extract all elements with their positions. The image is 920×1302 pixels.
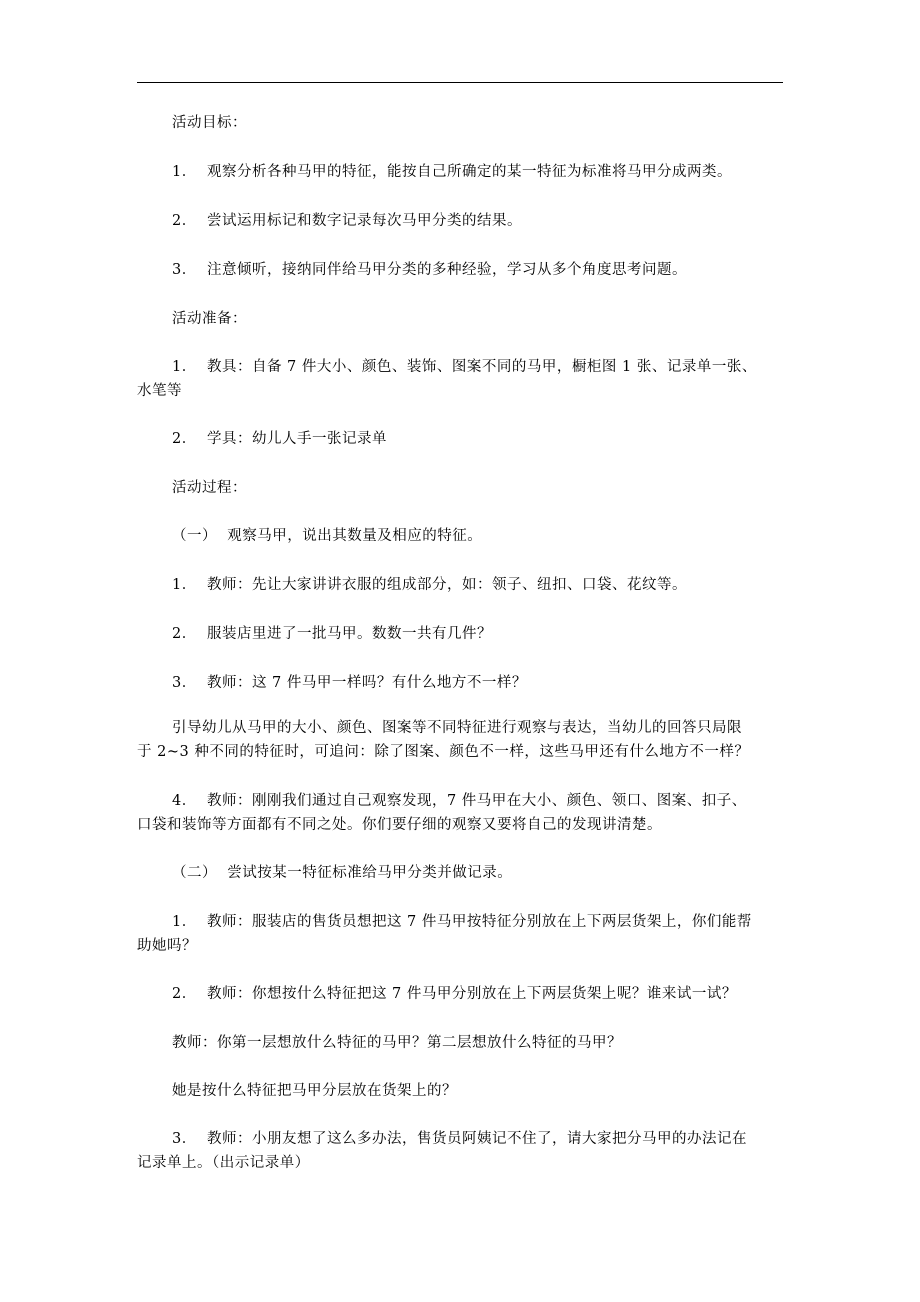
section-1-item-4-continued: 口袋和装饰等方面都有不同之处。你们要仔细的观察又要将自己的发现讲清楚。 bbox=[137, 817, 662, 833]
section-2-question-2: 她是按什么特征把马甲分层放在货架上的？ bbox=[172, 1083, 457, 1099]
goal-item-3: 3． 注意倾听，接纳同伴给马甲分类的多种经验，学习从多个角度思考问题。 bbox=[172, 262, 687, 278]
section-2-item-3: 3． 教师：小朋友想了这么多办法，售货员阿姨记不住了，请大家把分马甲的办法记在 bbox=[172, 1131, 747, 1147]
section-1-item-3: 3． 教师：这 7 件马甲一样吗？有什么地方不一样？ bbox=[172, 675, 527, 691]
guidance-paragraph: 引导幼儿从马甲的大小、颜色、图案等不同特征进行观察与表达，当幼儿的回答只局限 bbox=[172, 720, 742, 736]
section-1-item-4: 4． 教师：刚刚我们通过自己观察发现，7 件马甲在大小、颜色、领口、图案、扣子、 bbox=[172, 793, 747, 809]
section-1-item-1: 1． 教师：先让大家讲讲衣服的组成部分，如：领子、纽扣、口袋、花纹等。 bbox=[172, 577, 687, 593]
prep-item-2: 2． 学具：幼儿人手一张记录单 bbox=[172, 431, 387, 447]
goal-item-2: 2． 尝试运用标记和数字记录每次马甲分类的结果。 bbox=[172, 213, 522, 229]
section-2-item-2: 2． 教师：你想按什么特征把这 7 件马甲分别放在上下两层货架上呢？谁来试一试？ bbox=[172, 986, 737, 1002]
section-1-item-2: 2． 服装店里进了一批马甲。数数一共有几件？ bbox=[172, 626, 492, 642]
heading-activity-preparation: 活动准备： bbox=[172, 311, 247, 327]
prep-item-1-continued: 水笔等 bbox=[137, 383, 182, 399]
section-2-question-1: 教师：你第一层想放什么特征的马甲？第二层想放什么特征的马甲？ bbox=[172, 1035, 622, 1051]
heading-activity-goals: 活动目标： bbox=[172, 115, 247, 131]
section-2-item-1: 1． 教师：服装店的售货员想把这 7 件马甲按特征分别放在上下两层货架上，你们能帮 bbox=[172, 914, 752, 930]
section-2-item-3-continued: 记录单上。（出示记录单） bbox=[137, 1155, 310, 1171]
prep-item-1: 1． 教具：自备 7 件大小、颜色、装饰、图案不同的马甲，橱柜图 1 张、记录单一张、 bbox=[172, 359, 757, 375]
guidance-paragraph-continued: 于 2~3 种不同的特征时，可追问：除了图案、颜色不一样，这些马甲还有什么地方不一样？ bbox=[137, 744, 750, 760]
section-2-title: （二） 尝试按某一特征标准给马甲分类并做记录。 bbox=[172, 865, 513, 881]
section-1-title: （一） 观察马甲，说出其数量及相应的特征。 bbox=[172, 528, 483, 544]
header-rule bbox=[137, 82, 783, 83]
section-2-item-1-continued: 助她吗？ bbox=[137, 938, 197, 954]
goal-item-1: 1． 观察分析各种马甲的特征，能按自己所确定的某一特征为标准将马甲分成两类。 bbox=[172, 164, 732, 180]
heading-activity-process: 活动过程： bbox=[172, 480, 247, 496]
